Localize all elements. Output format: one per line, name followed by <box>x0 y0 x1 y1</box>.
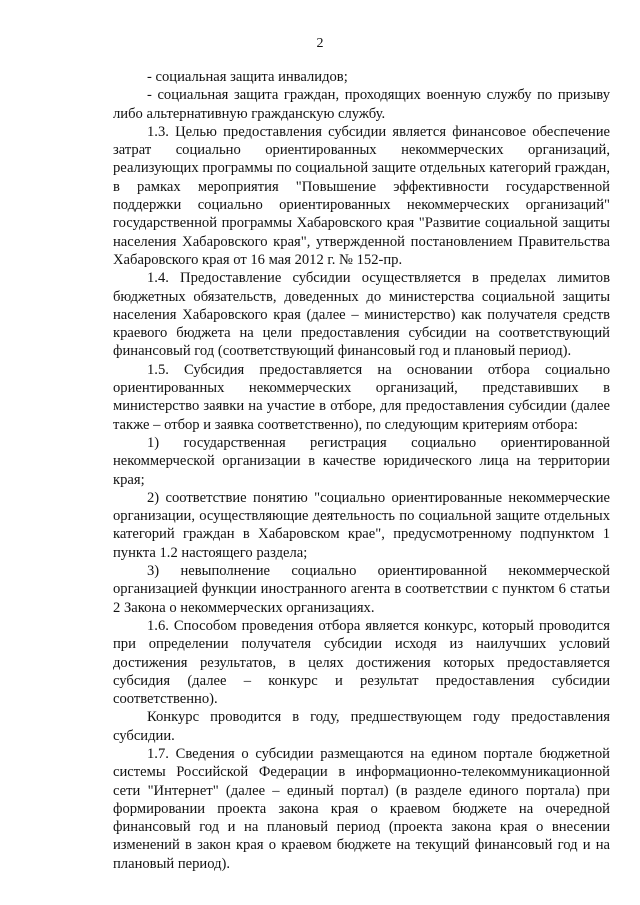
list-item-disabled-protection: - социальная защита инвалидов; <box>147 69 348 85</box>
page-number: 2 <box>316 36 324 51</box>
document-body <box>113 68 610 873</box>
clause-1-3: 1.3. Целью предоставления субсидии является финансовое обеспечение затрат социально ориентированных некоммерческих организаций, реализующих программы по социальной защите отдельных категорий граждан, в рамках мероприятия "Повышение эффективности государственной поддержки социально ориентированных некоммерческих организаций" государственной программы Хабаровского края "Развитие социальной защиты населения Хабаровского края", утвержденной постановлением Правительства Хабаровского края от 16 мая 2012 г. № 152-пр. <box>113 123 610 268</box>
clause-1-7: 1.7. Сведения о субсидии размещаются на едином портале бюджетной системы Российской Федерации в информационно-телекоммуникационной сети "Интернет" (далее – единый портал) (в разделе единого портала) при формировании проекта закона края о краевом бюджете на очередной финансовый год и на плановый период (проекта закона края о внесении изменений в закон края о краевом бюджете на текущий финансовый год и на плановый период). <box>113 745 610 872</box>
criterion-1: 1) государственная регистрация социально ориентированной некоммерческой организации в качестве юридического лица на территории края; <box>113 434 610 488</box>
clause-1-4: 1.4. Предоставление субсидии осуществляется в пределах лимитов бюджетных обязательств, доведенных до министерства социальной защиты населения Хабаровского края (далее – министерство) как получателя средств краевого бюджета на цели предоставления субсидии на соответствующий финансовый год (соответствующий финансовый год и плановый период). <box>113 270 610 360</box>
contest-timing: Конкурс проводится в году, предшествующем году предоставления субсидии. <box>113 709 610 744</box>
criterion-3: 3) невыполнение социально ориентированной некоммерческой организацией функции иностранного агента в соответствии с пунктом 6 статьи 2 Закона о некоммерческих организациях. <box>113 563 610 616</box>
clause-1-5: 1.5. Субсидия предоставляется на основании отбора социально ориентированных некоммерческих организаций, представивших в министерство заявки на участие в отборе, для предоставления субсидии (далее также – отбор и заявка соответственно), по следующим критериям отбора: <box>113 361 610 433</box>
criterion-2: 2) соответствие понятию "социально ориентированные некоммерческие организации, осуществляющие деятельность по социальной защите отдельных категорий граждан в Хабаровском крае", предусмотренному подпунктом 1 пункта 1.2 настоящего раздела; <box>113 489 610 561</box>
list-item-military-protection: - социальная защита граждан, проходящих военную службу по призыву либо альтернативную гражданскую службу. <box>113 87 610 122</box>
clause-1-6: 1.6. Способом проведения отбора является конкурс, который проводится при определении получателя субсидии исходя из наилучших условий достижения результатов, в целях достижения которых предоставляется субсидия (далее – конкурс и результат предоставления субсидии соответственно). <box>113 617 610 708</box>
